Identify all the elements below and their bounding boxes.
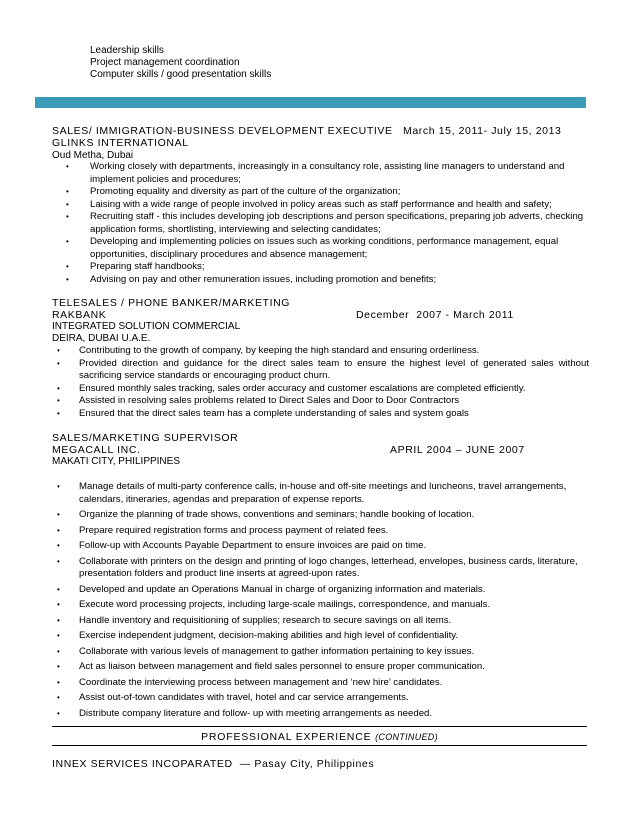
- job-company: GLINKS INTERNATIONAL: [52, 137, 189, 149]
- job-duties-list: [66, 161, 590, 286]
- list-item: • Assist out-of-town candidates with travel, hotel and car service arrangements.: [57, 692, 409, 703]
- section-rule-bottom: [52, 745, 587, 746]
- job-title: TELESALES / PHONE BANKER/MARKETING: [52, 297, 291, 309]
- job-duties-list: [57, 345, 589, 420]
- list-item: • Laising with a wide range of people involved in policy areas such as staff performance and health and safety;: [66, 198, 552, 210]
- list-item: • Collaborate with various levels of management to gather information pertaining to key issues.: [57, 645, 475, 657]
- skill-item: Project management coordination: [90, 57, 240, 68]
- list-item: • Developed and update an Operations Manual in charge of organizing information and materials.: [57, 583, 486, 595]
- section-divider-bar: [35, 97, 586, 108]
- job-company: RAKBANK: [52, 309, 107, 321]
- job-title: SALES/MARKETING SUPERVISOR: [52, 432, 239, 444]
- list-item: • Handle inventory and requisitioning of supplies; research to secure savings on all items.: [57, 614, 452, 626]
- job-dates: APRIL 2004 – JUNE 2007: [390, 444, 525, 456]
- list-item: • Preparing staff handbooks;: [66, 261, 205, 272]
- job-location: Oud Metha, Dubai: [52, 150, 134, 161]
- job-location: DEIRA, DUBAI U.A.E.: [52, 333, 151, 344]
- list-item: • Ensured monthly sales tracking, sales order accuracy and customer escalations are completed efficiently.: [57, 382, 526, 394]
- list-item: • Recruiting staff - this includes developing job descriptions and person specifications, preparing job adverts, checking application forms, shortlisting, interviewing and selecting candidates;: [66, 211, 584, 235]
- list-item: • Assisted in resolving sales problems related to Direct Sales and Door to Door Contractors: [57, 395, 460, 406]
- list-item: • Manage details of multi-party conference calls, in-house and off-site meetings and luncheons, travel arrangements, calendars, itineraries, agendas and preparation of expense reports.: [57, 481, 567, 505]
- job-employer: INTEGRATED SOLUTION COMMERCIAL: [52, 321, 241, 332]
- list-item: • Execute word processing projects, including large-scale mailings, correspondence, and manuals.: [57, 599, 491, 610]
- section-title-suffix: (CONTINUED): [375, 732, 438, 742]
- job-dates: March 15, 2011- July 15, 2013: [403, 125, 562, 137]
- list-item: • Organize the planning of trade shows, conventions and seminars; handle booking of location.: [57, 509, 475, 520]
- section-rule-top: [52, 726, 587, 727]
- list-item: • Coordinate the interviewing process between management and ‘new hire’ candidates.: [57, 676, 443, 688]
- list-item: • Distribute company literature and follow- up with meeting arrangements as needed.: [57, 707, 433, 719]
- list-item: • Act as liaison between management and field sales personnel to ensure proper communication.: [57, 661, 485, 672]
- list-item: • Collaborate with printers on the design and printing of logo changes, letterhead, envelopes, business cards, literature, presentation folders and product line inserts at agreed-upon rates.: [57, 555, 578, 579]
- list-item: • Developing and implementing policies on issues such as working conditions, performance management, equal opportunities, disciplinary procedures and absence management;: [66, 236, 559, 260]
- job-duties-list: [57, 481, 589, 723]
- list-item: • Provided direction and guidance for the direct sales team to ensure the highest level of generated sales without sacrificing service standards or encouraging product churn.: [57, 357, 589, 381]
- job-dates: December 2007 - March 2011: [356, 309, 514, 321]
- list-item: • Advising on pay and other remuneration issues, including promotion and benefits;: [66, 273, 437, 285]
- section-heading: [52, 731, 587, 743]
- list-item: • Exercise independent judgment, decision-making abilities and high level of confidentiality.: [57, 630, 458, 641]
- skill-item: Computer skills / good presentation skills: [90, 69, 272, 80]
- skill-item: Leadership skills: [90, 45, 164, 56]
- job-company: MEGACALL INC.: [52, 444, 141, 456]
- job-location: MAKATI CITY, PHILIPPINES: [52, 456, 180, 467]
- section-title: PROFESSIONAL EXPERIENCE: [201, 731, 372, 743]
- list-item: • Follow-up with Accounts Payable Department to ensure invoices are paid on time.: [57, 540, 427, 551]
- list-item: • Ensured that the direct sales team has a complete understanding of sales and system goals: [57, 407, 469, 419]
- job-heading: INNEX SERVICES INCOPARATED — Pasay City, Philippines: [52, 758, 375, 770]
- list-item: • Working closely with departments, increasingly in a consultancy role, assisting line managers to understand and implement policies and procedures;: [66, 161, 565, 185]
- job-title: SALES/ IMMIGRATION-BUSINESS DEVELOPMENT EXECUTIVE: [52, 125, 393, 137]
- list-item: • Prepare required registration forms and process payment of related fees.: [57, 524, 389, 536]
- list-item: • Promoting equality and diversity as part of the culture of the organization;: [66, 186, 401, 197]
- list-item: • Contributing to the growth of company, by keeping the high standard and ensuring orderliness.: [57, 345, 480, 356]
